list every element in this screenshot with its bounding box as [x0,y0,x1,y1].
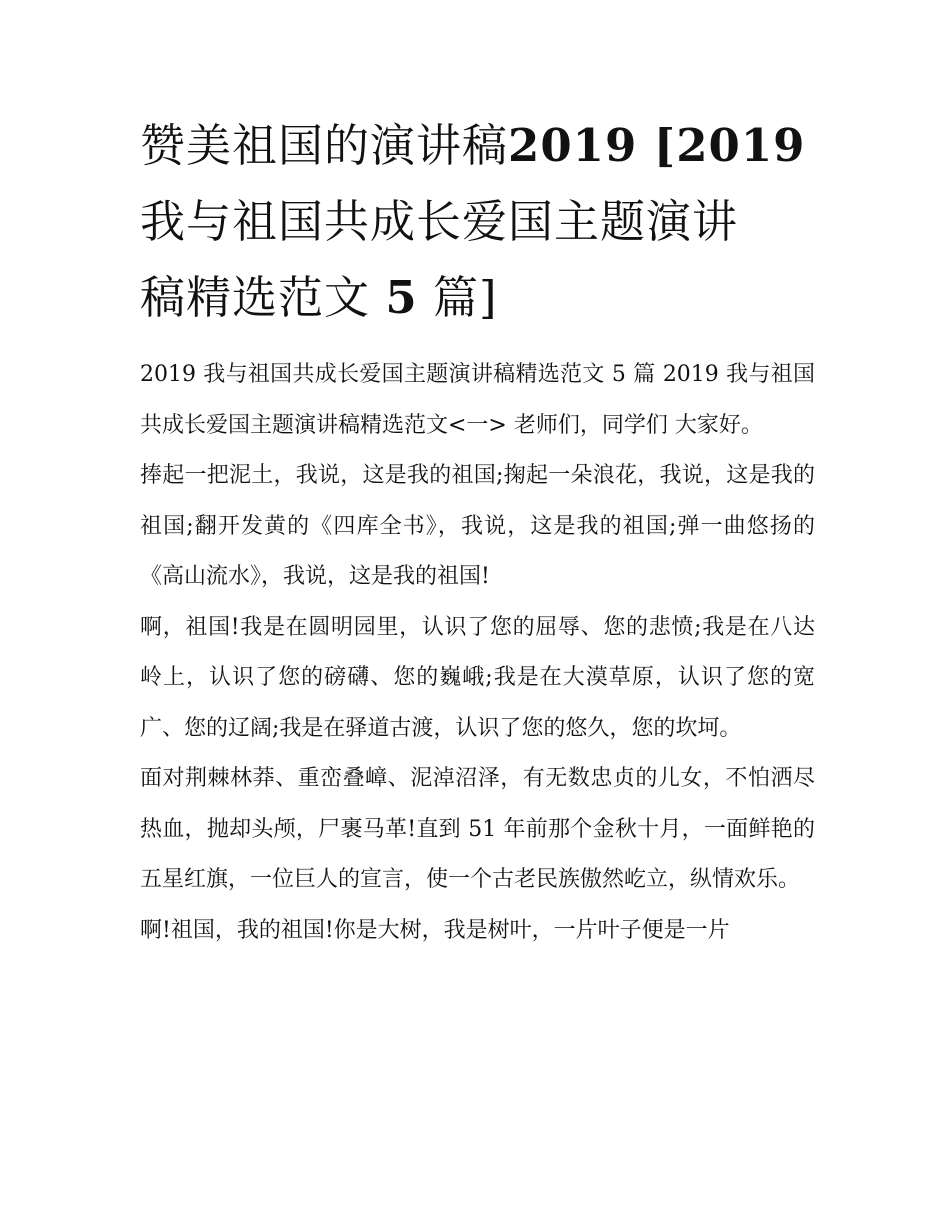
title-line-1: 赞美祖国的演讲稿2019 [2019 [140,119,806,172]
paragraph-recognition: 啊，祖国!我是在圆明园里，认识了您的屈辱、您的悲愤;我是在八达岭上，认识了您的磅礴、您的巍峨;我是在大漠草原，认识了您的宽广、您的辽阔;我是在驿道古渡，认识了您的悠久，您的坎坷。 [140,614,815,741]
paragraph-intro: 2019 我与祖国共成长爱国主题演讲稿精选范文 5 篇 2019 我与祖国共成长爱国主题演讲稿精选范文<一> 老师们，同学们 大家好。 [140,362,815,438]
title-year: 2019 [2019 [508,119,806,172]
title-line-3: 稿精选范文 5 篇] [140,271,498,324]
document-page [140,108,815,956]
title-line-2: 我与祖国共成长爱国主题演讲 [140,195,739,248]
title-count: 5 [385,271,418,324]
paragraph-history: 面对荆棘林莽、重峦叠嶂、泥淖沼泽，有无数忠贞的儿女，不怕洒尽热血，抛却头颅，尸裹马革!直到 51 年前那个金秋十月，一面鲜艳的五星红旗，一位巨人的宣言，使一个古老民族傲然屹立，纵情欢乐。 [140,766,815,892]
paragraph-tree: 啊!祖国，我的祖国!你是大树，我是树叶，一片叶子便是一片 [140,917,730,943]
paragraph-motherland: 捧起一把泥土，我说，这是我的祖国;掬起一朵浪花，我说，这是我的祖国;翻开发黄的《四库全书》，我说，这是我的祖国;弹一曲悠扬的《高山流水》，我说，这是我的祖国! [140,463,815,589]
document-title [140,108,815,336]
